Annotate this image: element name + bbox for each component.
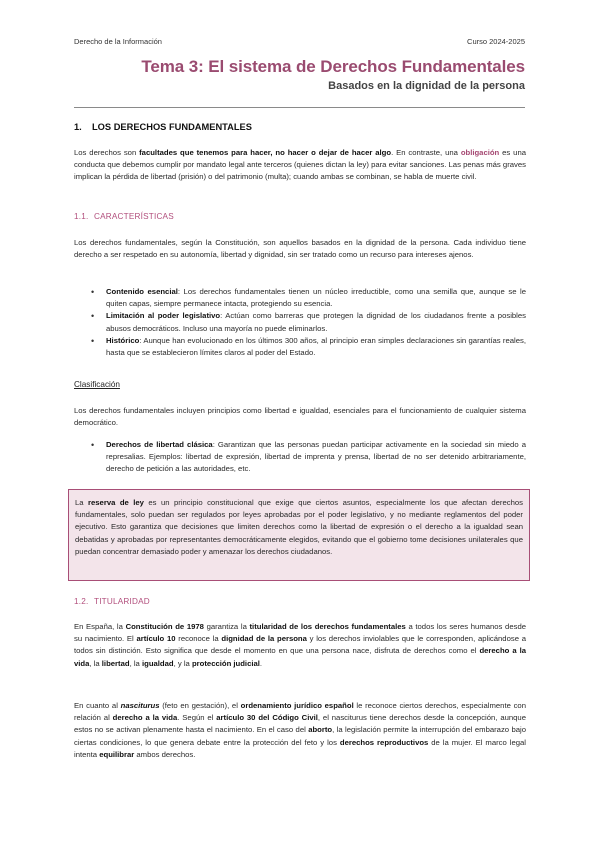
subsection-number: 1.2. [74,597,89,606]
text-run: garantiza la [203,622,250,631]
bold-run: Constitución de 1978 [125,622,204,631]
text-run: le reconoce ciertos derechos, especialmente con relación al [74,701,526,723]
subsection-number: 1.1. [74,212,89,221]
bold-run: equilibrar [99,749,135,759]
section-heading-text: LOS DERECHOS FUNDAMENTALES [92,122,252,132]
text-run: , el nasciturus tiene derechos desde la concepción, aunque estos no se activan plenamente hasta el nacimiento. En el caso del [74,713,526,735]
bold-run: igualdad [141,658,174,668]
bullet-text: : Los derechos fundamentales tienen un núcleo irreductible, como una semilla que, aunque se le quiten capas, siempre permanece intacta, protegiendo su esencia. [106,287,526,309]
bold-run: artículo 30 del Código Civil [216,713,318,723]
text-run: (feto en gestación), el [159,701,241,710]
highlight-term: obligación [460,148,500,157]
bullet-text: : Garantizan que las personas puedan participar activamente en la sociedad sin miedo a represalias. Ejemplos: libertad de expresión, libertad de imprenta y prensa, libertad de no ser detenido arbitrariamente, derecho de petición a las autoridades, etc. [106,440,526,474]
subsection-heading-titularidad [74,597,150,606]
text-run: de la mujer. El marco legal intenta [74,737,526,759]
bullet-text: : Actúan como barreras que protegen la dignidad de los ciudadanos frente a posibles abusos democráticos. Incluso una mayoría no puede eliminarlos. [106,311,527,333]
reserva-de-ley-callout [68,489,530,581]
bold-run: reserva de ley [88,498,144,507]
bold-run: derecho a la vida [112,713,178,723]
text-run: , la [89,658,102,668]
clasificacion-list [90,439,526,476]
subsection-heading-caracteristicas [74,212,174,221]
text-run: , y la [173,658,192,668]
bold-run: libertad [101,658,130,668]
text-run: a todos los seres humanos desde su nacimiento. El [74,622,526,644]
header-course-name: Derecho de la Información [74,37,162,46]
bold-run: aborto [308,725,333,735]
bold-run: facultades que tenemos para hacer, no hacer o dejar de hacer algo [139,148,392,157]
bullet-term: Limitación al poder legislativo [106,311,221,321]
header-course-year: Curso 2024-2025 [467,37,525,46]
text-run: . En contraste, una [391,148,461,157]
section-number: 1. [74,122,82,132]
text-run: La [75,498,89,507]
bold-run: artículo 10 [136,634,176,644]
bullet-text: : Aunque han evolucionado en los últimos 300 años, al principio eran simples declaraciones sin garantías reales, hasta que se establecieron límites claros al poder del Estado. [106,335,526,358]
bullet-term: Contenido esencial [106,287,178,296]
bold-run: protección judicial [191,658,260,668]
text-run: Los derechos son [74,148,140,157]
text-run: y los derechos inviolables que le corresponden, aplicándose a todos sin distinción. Esto significa que desde el momento en que una persona nace, disfruta de derechos como el [74,634,526,656]
bullet-term: Histórico [106,335,140,345]
clasificacion-paragraph: Los derechos fundamentales incluyen principios como libertad e igualdad, esenciales para el funcionamiento de cualquier sistema democrático. [74,406,526,428]
text-run: ambos derechos. [134,749,196,759]
list-item [90,310,526,334]
title-divider [74,107,525,108]
text-run: , la [129,658,142,668]
subsection-heading-text: CARACTERÍSTICAS [94,212,174,221]
bold-run: titularidad de los derechos fundamentales [249,622,406,631]
bullet-term: Derechos de libertad clásica [106,440,213,449]
section-intro-paragraph [74,147,526,184]
caracteristicas-list [90,286,526,359]
bullet-icon: • [91,311,95,322]
section-heading [74,122,252,132]
bold-run: ordenamiento jurídico español [240,701,354,710]
list-item [90,439,526,476]
document-subtitle: Basados en la dignidad de la persona [328,80,525,92]
text-run: . Según el [177,713,217,723]
list-item [90,286,526,310]
bullet-icon: • [91,335,95,346]
titularidad-paragraph-1 [74,621,526,670]
text-run: , la legislación permite la interrupción del embarazo bajo ciertas condiciones, lo que genera debate entre la protección del feto y los [74,725,526,747]
bullet-icon: • [91,287,95,297]
text-run: En cuanto al [74,701,121,710]
bold-run: dignidad de la persona [221,634,307,644]
text-run: es un principio constitucional que exige que ciertos asuntos, especialmente los que afectan derechos fundamentales, solo puedan ser regulados por leyes aprobadas por el poder legislativo, y no mediante reglamentos del poder ejecutivo. Esto garantiza que decisiones que limiten derechos como la libertad de expresión o el derecho a la igualdad sean debatidas y aprobadas por representantes democráticamente elegidos, evitando que el gobierno tome decisiones unilaterales que puedan concentrar demasiado poder y amenazar los derechos ciudadanos. [75,498,523,556]
text-run: En España, la [74,622,126,631]
bold-italic-run: nasciturus [120,701,160,710]
bold-run: derechos reproductivos [339,737,429,747]
clasificacion-heading: Clasificación [74,380,120,389]
text-run: reconoce la [175,634,222,644]
callout-text [75,497,523,558]
list-item [90,335,526,359]
text-run: es una conducta que debemos cumplir por mandato legal ante terceros (quienes dictan la ley) para evitar sanciones. Las penas más graves implican la pérdida de libertad (prisión) o del patrimonio (multa); cuando ambas se combinan, se habla de muerte civil. [74,148,526,182]
bullet-icon: • [91,440,95,450]
caracteristicas-paragraph: Los derechos fundamentales, según la Constitución, son aquellos basados en la dignidad de la persona. Cada individuo tiene derecho a ser respetado en su autonomía, libertad y dignidad, sin ser tratado como un recurso para intereses ajenos. [74,238,526,260]
bold-run: derecho a la vida [74,646,526,668]
text-run: . [259,658,263,668]
subsection-heading-text: TITULARIDAD [94,597,150,606]
titularidad-paragraph-2 [74,700,526,761]
document-title: Tema 3: El sistema de Derechos Fundamentales [141,57,525,76]
